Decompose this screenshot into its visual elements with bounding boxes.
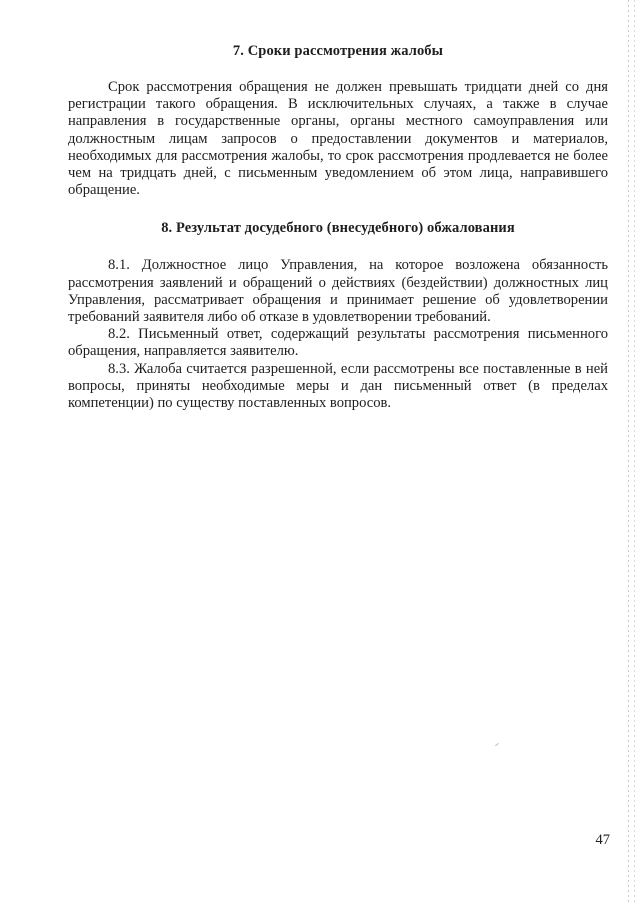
document-content	[68, 42, 608, 412]
scan-speck	[495, 743, 499, 746]
section-8-paragraph-3: 8.3. Жалоба считается разрешенной, если рассмотрены все поставленные в ней вопросы, приняты необходимые меры и дан письменный ответ (в пределах компетенции) по существу поставленных вопросов.	[68, 360, 608, 412]
section-7-paragraph: Срок рассмотрения обращения не должен превышать тридцати дней со дня регистрации такого обращения. В исключительных случаях, а также в случае направления в государственные органы, органы местного самоуправления или должностным лицам запросов о предоставлении документов и материалов, необходимых для рассмотрения жалобы, то срок рассмотрения продлевается не более чем на тридцать дней, с письменным уведомлением об этом лица, направившего обращение.	[68, 79, 608, 199]
section-7-heading: 7. Сроки рассмотрения жалобы	[232, 43, 444, 59]
scan-edge-mark	[628, 0, 629, 905]
page-number: 47	[595, 832, 610, 848]
section-8-paragraph-2: 8.2. Письменный ответ, содержащий результаты рассмотрения письменного обращения, направляется заявителю.	[68, 326, 608, 360]
section-8-body	[68, 257, 608, 412]
section-8-paragraph-1: 8.1. Должностное лицо Управления, на которое возложена обязанность рассмотрения заявлений и обращений о действиях (бездействии) должностных лиц Управления, рассматривает обращения и принимает решение об удовлетворении требований заявителя либо об отказе в удовлетворении требований.	[68, 257, 608, 326]
section-8-heading: 8. Результат досудебного (внесудебного) обжалования	[161, 220, 515, 237]
section-7-body	[68, 79, 608, 199]
scan-edge-mark-secondary	[634, 0, 635, 905]
